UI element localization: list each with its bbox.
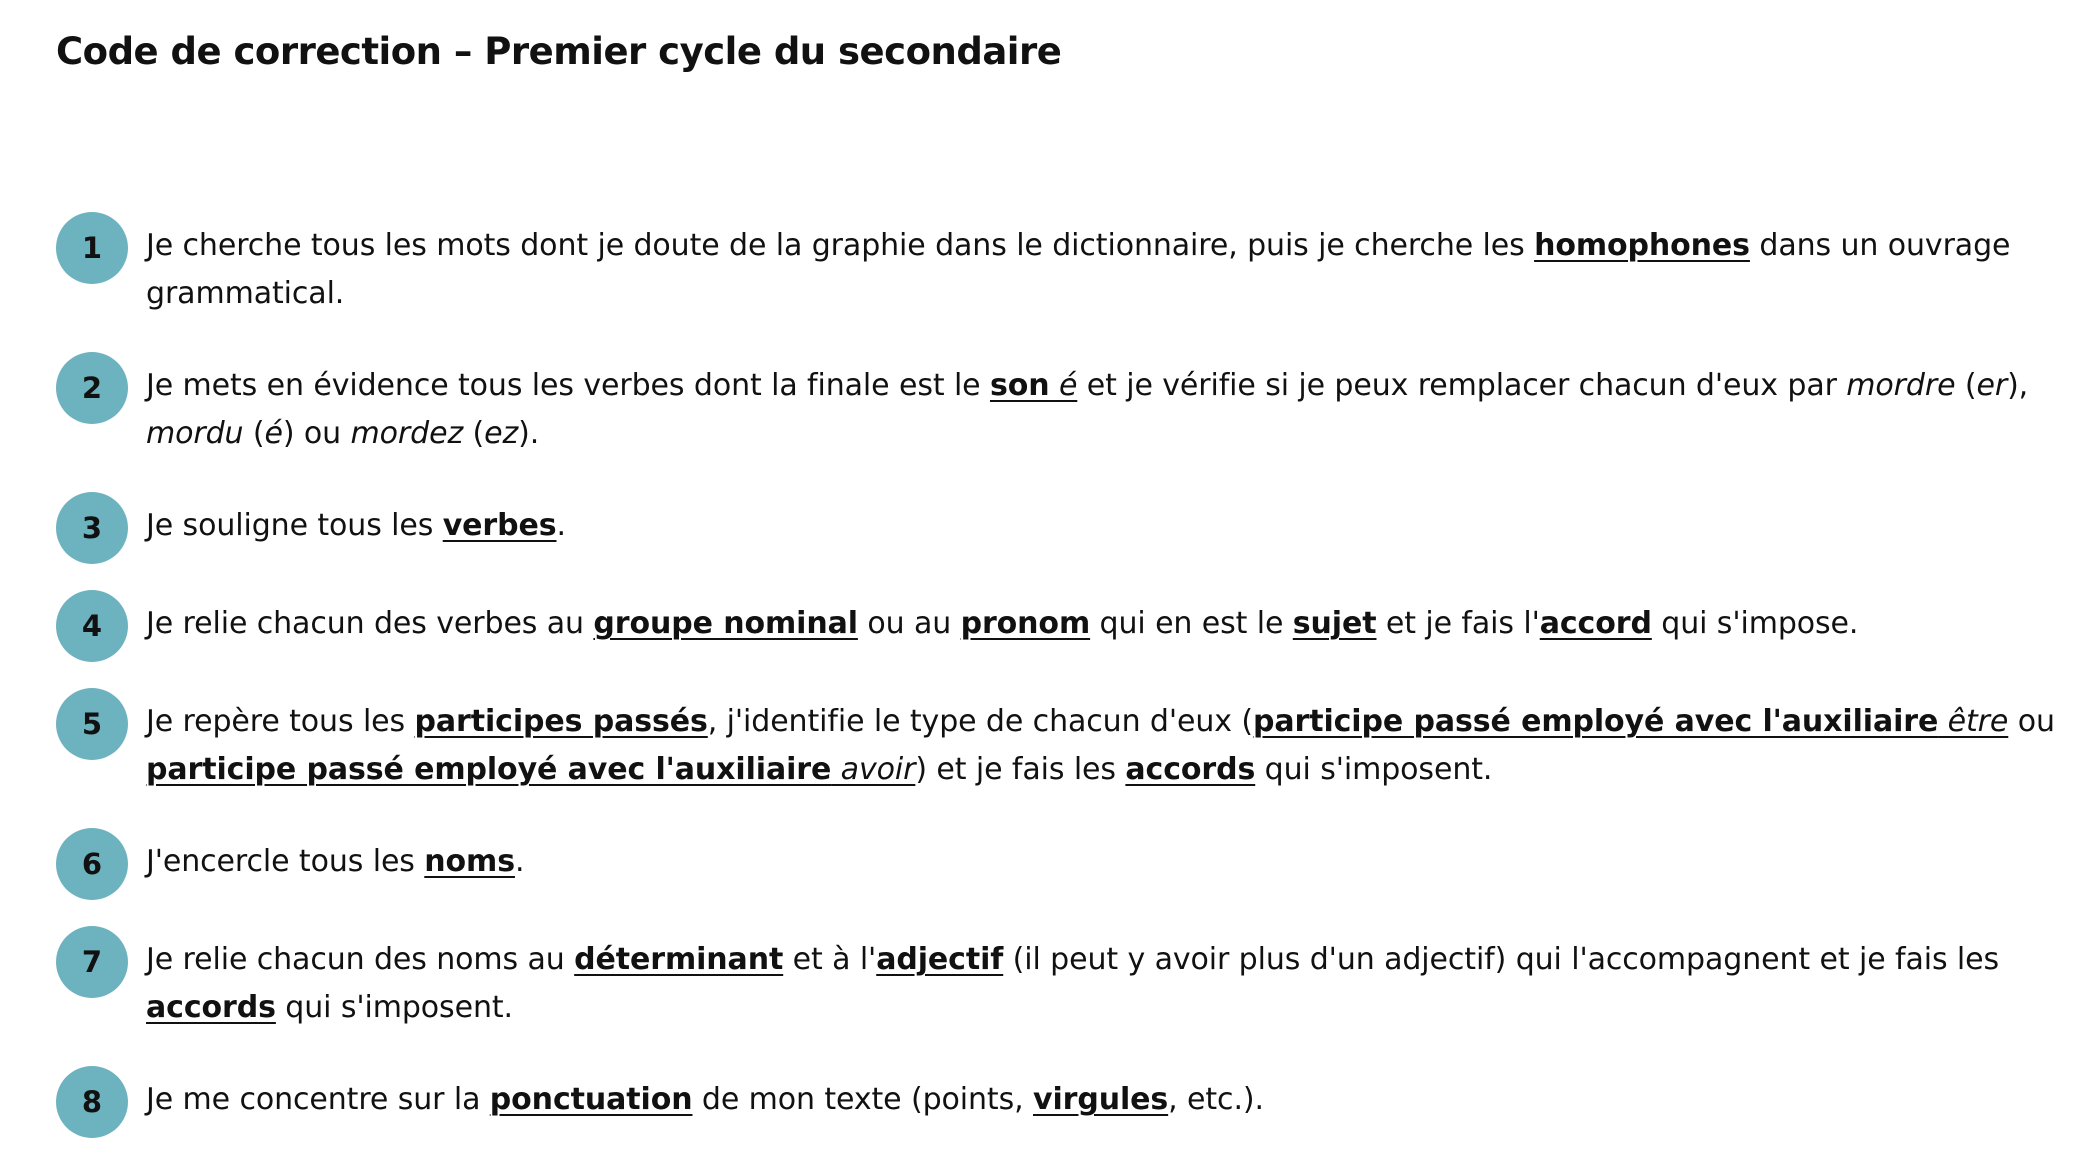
rule-keyword: ponctuation [489,1082,693,1117]
rule-italic-term: être [1938,704,2009,739]
rule-keyword: verbes [442,508,557,543]
rule-text-segment: Je cherche tous les mots dont je doute de la graphie dans le dictionnaire, puis je cherche les [146,228,1535,263]
rule-text-segment: . [514,844,525,879]
rule-italic-term: ez [484,416,519,451]
rule-text-segment: Je me concentre sur la [146,1082,490,1117]
rule-italic-term: mordre [1846,368,1956,403]
rule-text-segment: (il peut y avoir plus d'un adjectif) qui l'accompagnent et je fais les [1003,942,2000,977]
rule-keyword: adjectif [876,942,1004,977]
rule-text [146,926,2066,1032]
rule-italic-term: avoir [831,752,916,787]
rule-number-badge: 3 [56,492,128,564]
rule-item-5 [56,688,2066,794]
rule-text-segment: ( [463,416,485,451]
rule-text-segment: qui en est le [1090,606,1293,641]
rule-number-badge: 2 [56,352,128,424]
rule-italic-term: é [1049,368,1078,403]
rule-text-segment: ( [1955,368,1977,403]
rule-keyword: participes passés [414,704,708,739]
rule-text-segment: qui s'imposent. [275,990,513,1025]
rule-keyword: accords [1125,752,1256,787]
rule-text-segment: et je vérifie si je peux remplacer chacun d'eux par [1077,368,1847,403]
rule-text-segment: , j'identifie le type de chacun d'eux ( [707,704,1253,739]
rule-italic-term: é [264,416,283,451]
rule-keyword: groupe nominal [593,606,858,641]
rule-number-badge: 5 [56,688,128,760]
rule-italic-term: mordu [146,416,244,451]
rule-text-segment: dans un ouvrage grammatical. [146,228,2011,311]
rule-item-3 [56,492,2066,564]
rule-text [146,1066,2066,1124]
rule-text-segment: J'encercle tous les [146,844,425,879]
rule-text-segment: Je relie chacun des noms au [146,942,575,977]
rule-keyword: son [989,368,1050,403]
rule-text [146,492,2066,550]
rule-text-segment: ), [2007,368,2029,403]
rule-text-segment: ( [243,416,265,451]
rule-text [146,828,2066,886]
rule-text [146,688,2066,794]
rule-keyword: virgules [1033,1082,1169,1117]
rule-text-segment: , etc.). [1168,1082,1264,1117]
correction-rules-list [56,212,2066,1164]
rule-text-segment: Je repère tous les [146,704,415,739]
rule-text-segment: ou au [857,606,961,641]
rule-text-segment: et je fais l' [1376,606,1540,641]
rule-text-segment: qui s'impose. [1651,606,1859,641]
rule-item-1 [56,212,2066,318]
rule-keyword-group [1253,704,2008,739]
page-title: Code de correction – Premier cycle du secondaire [56,30,1062,73]
rule-keyword: sujet [1292,606,1377,641]
rule-text-segment: ). [518,416,540,451]
rule-item-4 [56,590,2066,662]
rule-text-segment: Je relie chacun des verbes au [146,606,594,641]
rule-text-segment: ou [2008,704,2055,739]
rule-text-segment: . [556,508,566,543]
rule-text-segment: ) ou [282,416,351,451]
rule-number-badge: 4 [56,590,128,662]
rule-text-segment: qui s'imposent. [1255,752,1493,787]
rule-text-segment: et à l' [783,942,877,977]
rule-keyword-group [146,752,915,787]
rule-text-segment: ) et je fais les [915,752,1126,787]
rule-number-badge: 8 [56,1066,128,1138]
rule-number-badge: 6 [56,828,128,900]
rule-text [146,352,2066,458]
rule-number-badge: 7 [56,926,128,998]
rule-number-badge: 1 [56,212,128,284]
rule-keyword-group [990,368,1077,403]
rule-keyword: participe passé employé avec l'auxiliaire [146,752,832,787]
rule-keyword: accords [146,990,276,1025]
rule-keyword: homophones [1534,228,1750,263]
rule-keyword: noms [424,844,515,879]
rule-text [146,212,2066,318]
rule-keyword: accord [1539,606,1652,641]
rule-italic-term: er [1976,368,2008,403]
rule-item-7 [56,926,2066,1032]
rule-item-8 [56,1066,2066,1138]
rule-keyword: pronom [960,606,1091,641]
rule-text-segment: Je mets en évidence tous les verbes dont la finale est le [146,368,990,403]
rule-item-6 [56,828,2066,900]
rule-text-segment: Je souligne tous les [146,508,443,543]
rule-italic-term: mordez [350,416,464,451]
rule-keyword: déterminant [574,942,784,977]
rule-item-2 [56,352,2066,458]
rule-keyword: participe passé employé avec l'auxiliaire [1252,704,1939,739]
rule-text-segment: de mon texte (points, [692,1082,1033,1117]
rule-text [146,590,2066,648]
